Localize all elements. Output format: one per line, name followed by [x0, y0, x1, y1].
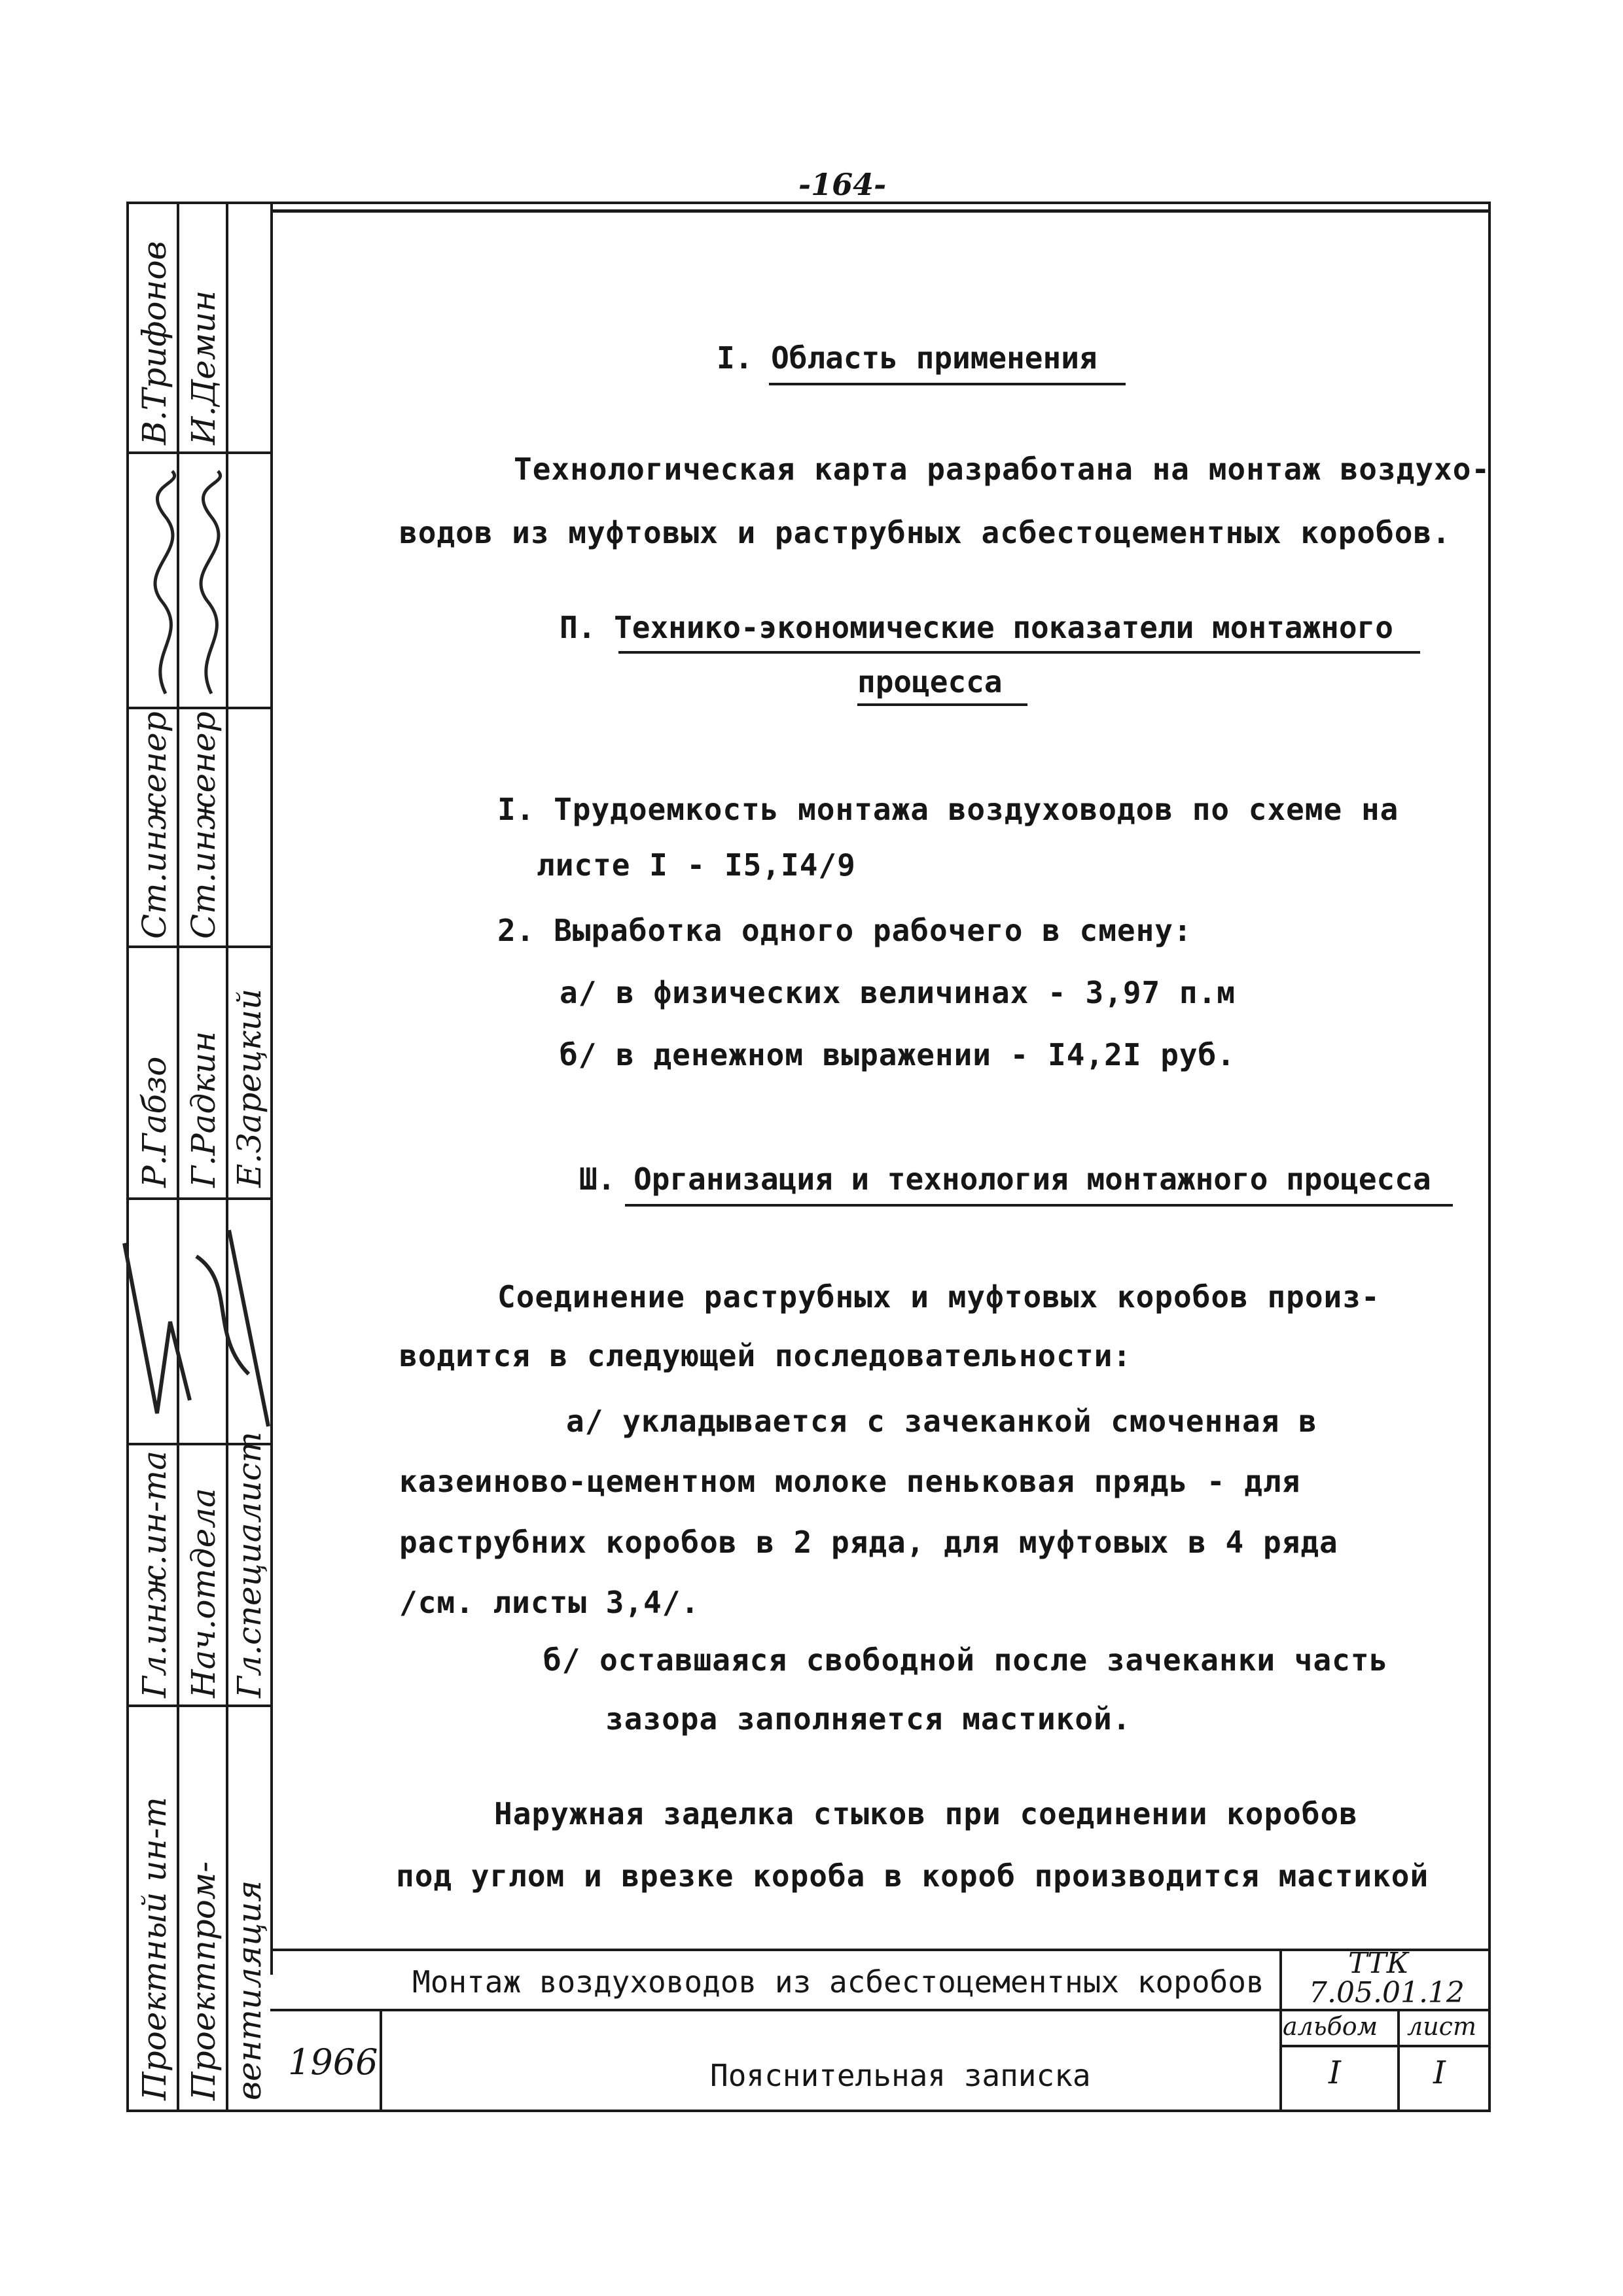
title-block-divider	[380, 2009, 382, 2112]
section-1-line: Технологическая карта разработана на монтаж воздухо-	[514, 451, 1491, 487]
sidebar-row-rule	[126, 1704, 272, 1707]
section-2-heading: П. Технико-экономические показатели монтажного	[560, 610, 1393, 645]
document-code: 7.05.01.12	[1309, 1976, 1465, 2009]
title-block-label-rule	[1279, 2045, 1491, 2047]
section-3-line: под углом и врезке короба в короб производится мастикой	[396, 1858, 1429, 1894]
sidebar-org-name: Проектпром-	[185, 1861, 223, 2100]
sidebar-row-rule	[126, 945, 272, 948]
sidebar-person: Г.Радкин	[185, 1031, 223, 1188]
section-2-heading-cont: процесса	[857, 664, 1003, 699]
sidebar-person: В.Трифонов	[135, 241, 173, 445]
code-label: ТТК	[1348, 1947, 1409, 1980]
section-3-line: казеиново-цементном молоке пеньковая прядь - для	[399, 1464, 1301, 1499]
section-3-line: б/ оставшаяся свободной после зачеканки часть	[543, 1642, 1389, 1678]
sidebar-role: Нач.отдела	[185, 1488, 223, 1698]
sidebar-org-name: Проектный ин-т	[135, 1797, 173, 2100]
sidebar-role: Ст.инженер	[185, 711, 223, 939]
signature-1	[126, 458, 272, 707]
sidebar-row-rule	[126, 707, 272, 709]
sidebar-person: Е.Зарецкий	[230, 988, 268, 1188]
section-3-line: Наружная заделка стыков при соединении коробов	[494, 1796, 1358, 1831]
section-3-heading: Ш. Организация и технология монтажного процесса	[579, 1161, 1431, 1197]
sidebar-role: Гл.инж.ин-та	[135, 1451, 173, 1698]
section-3-line: /см. листы 3,4/.	[399, 1585, 700, 1620]
sheet-value: I	[1433, 2055, 1446, 2091]
album-label: альбом	[1283, 2012, 1378, 2041]
title-block-top-rule	[270, 1949, 1491, 1951]
section-2-item: а/ в физических величинах - 3,97 п.м	[560, 975, 1236, 1010]
sidebar-role: Ст.инженер	[135, 711, 173, 939]
album-value: I	[1329, 2055, 1341, 2091]
section-3-line: раструбних коробов в 2 ряда, для муфтовых в 4 ряда	[399, 1525, 1338, 1560]
document-subtitle: Пояснительная записка	[710, 2058, 1091, 2093]
title-block-divider	[1397, 2009, 1400, 2112]
section-2-item: I. Трудоемкость монтажа воздуховодов по схеме на	[497, 792, 1399, 827]
section-3-underline	[625, 1204, 1453, 1207]
section-1-heading: I. Область применения	[717, 340, 1097, 376]
section-3-line: зазора заполняется мастикой.	[605, 1701, 1132, 1737]
section-1-underline	[769, 383, 1126, 385]
section-2-item: 2. Выработка одного рабочего в смену:	[497, 913, 1192, 948]
sidebar-role: Гл.специалист	[230, 1432, 268, 1698]
document-title: Монтаж воздуховодов из асбестоцементных коробов	[412, 1964, 1264, 2000]
section-2-item: листе I - I5,I4/9	[537, 847, 856, 883]
section-2-underline-2	[857, 703, 1027, 706]
sidebar-row-rule	[126, 1197, 272, 1200]
year: 1966	[288, 2041, 378, 2083]
section-3-line: а/ укладывается с зачеканкой смоченная в	[566, 1404, 1317, 1439]
sidebar-person: Р.Габзо	[135, 1056, 173, 1188]
section-1-line: водов из муфтовых и раструбных асбестоцементных коробов.	[399, 515, 1451, 550]
section-2-item: б/ в денежном выражении - I4,2I руб.	[560, 1037, 1236, 1072]
section-3-line: водится в следующей последовательности:	[399, 1338, 1132, 1373]
signature-2	[98, 1204, 281, 1439]
section-2-underline	[618, 651, 1420, 654]
sidebar-row-rule	[126, 451, 272, 454]
sheet-label: лист	[1407, 2012, 1476, 2041]
sidebar-org-name: вентиляция	[230, 1880, 268, 2100]
title-block-mid-rule	[270, 2009, 1491, 2011]
frame-top-rule	[270, 209, 1491, 213]
page-number: -164-	[798, 167, 887, 202]
section-3-line: Соединение раструбных и муфтовых коробов произ-	[497, 1279, 1380, 1315]
sidebar-person: И.Демин	[185, 290, 223, 445]
title-block-divider	[1279, 1949, 1282, 2112]
